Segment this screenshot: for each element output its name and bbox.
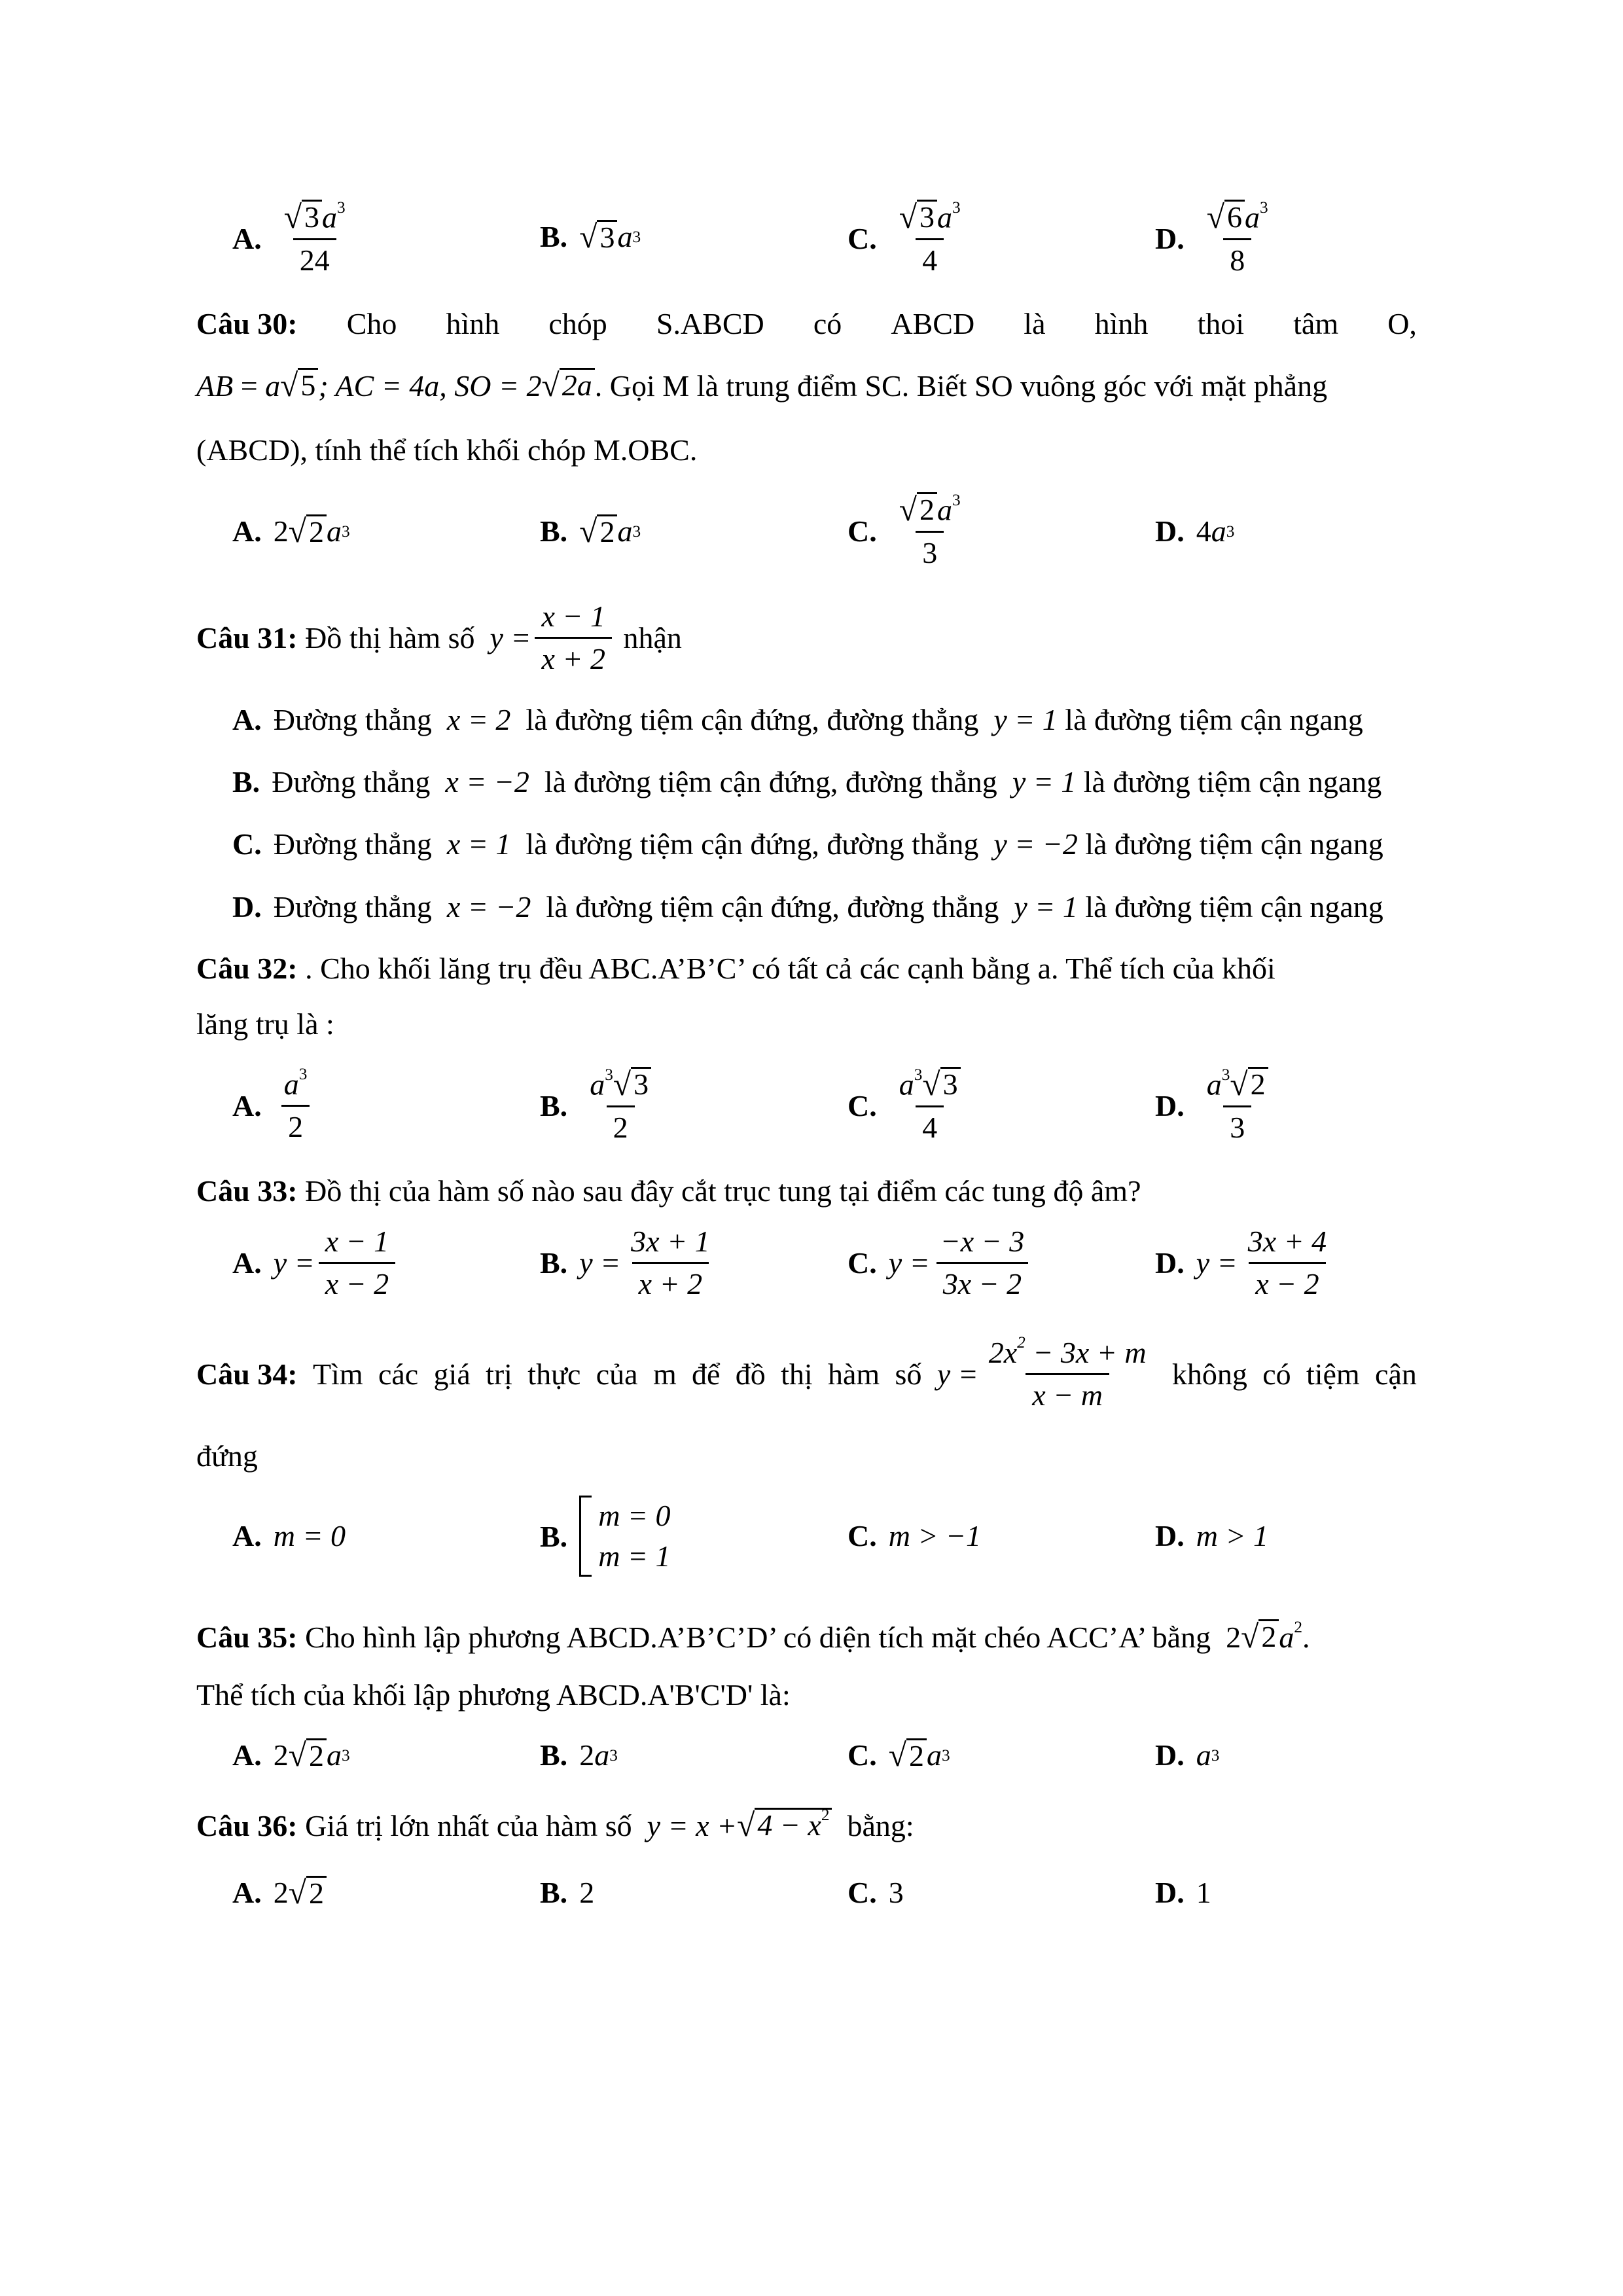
question-label: Câu 32: [196, 952, 298, 985]
q31-option-a[interactable]: A. Đường thẳng x = 2 là đường tiệm cận đứng, đường thẳng y = 1 là đường tiệm cận ngang [232, 703, 1363, 736]
q34-option-c[interactable]: C. m > −1 [847, 1519, 982, 1552]
q29-option-c[interactable]: C. √ 3 $a^3$ 4 [847, 200, 971, 278]
q36-option-a[interactable]: A. 2 √ 2 [232, 1875, 327, 1910]
fraction: √ 2 $a^3$ 3 [899, 490, 961, 569]
q29-option-b[interactable]: B. √ 3 a 3 [540, 219, 641, 255]
q31-option-d[interactable]: D. Đường thẳng x = −2 là đường tiệm cận đứng, đường thẳng y = 1 là đường tiệm cận ngang [232, 890, 1383, 924]
fraction: $\frac{2x^2 - 3x + m}{x - m}$ [988, 1333, 1147, 1412]
q34-option-b[interactable]: B. m = 0 m = 1 [540, 1496, 670, 1577]
q33-option-b[interactable]: B. y = $\frac{3x + 1}{x + 2}$ [540, 1224, 721, 1302]
fraction: √ 3 $a^3$ 24 [283, 198, 346, 277]
question-label: Câu 31: [196, 621, 298, 655]
q31-option-b[interactable]: B. Đường thẳng x = −2 là đường tiệm cận đứng, đường thẳng y = 1 là đường tiệm cận ngang [232, 765, 1382, 798]
q31-option-c[interactable]: C. Đường thẳng x = 1 là đường tiệm cận đứng, đường thẳng y = −2 là đường tiệm cận ngang [232, 827, 1383, 861]
q32-option-c[interactable]: C. $a^3$ √ 3 4 [847, 1067, 971, 1145]
q33-option-d[interactable]: D. y = $\frac{3x + 4}{x - 2}$ [1155, 1224, 1337, 1302]
fraction: $\frac{3x + 1}{x + 2}$ [631, 1225, 710, 1300]
fraction: $a^3$ √ 3 2 [583, 1067, 658, 1145]
q30-stem-line1: Câu 30: Cho hình chóp S.ABCD có ABCD là hình thoi tâm O, [196, 304, 1417, 344]
q35-option-b[interactable]: B. 2 a 3 [540, 1738, 618, 1772]
q32-option-d[interactable]: D. $a^3$ √ 2 3 [1155, 1067, 1279, 1145]
q36-option-d[interactable]: D. 1 [1155, 1876, 1211, 1909]
q33-option-c[interactable]: C. y = $\frac{-x - 3}{3x - 2}$ [847, 1224, 1035, 1302]
question-label: Câu 30: [196, 307, 298, 340]
q30-stem-line3: (ABCD), tính thể tích khối chóp M.OBC. [196, 433, 698, 467]
q30-stem-line2: AB = a √ 5 ; AC = 4a, SO = 2 √ 2a . Gọi M là trung điểm SC. Biết SO vuông góc với mặt phẳng [196, 367, 1328, 403]
question-label: Câu 33: [196, 1174, 298, 1208]
q29-option-a[interactable]: A. √ 3 $a^3$ 24 [232, 200, 356, 278]
question-label: Câu 34: [196, 1357, 298, 1391]
q36-option-b[interactable]: B. 2 [540, 1876, 595, 1909]
q32-stem-line2: lăng trụ là : [196, 1007, 334, 1041]
q34-stem-line1: Câu 34: Tìm các giá trị thực của m để đồ thị hàm số y = $\frac{2x^2 - 3x + m}{x - m}$ không có tiệm cận [196, 1333, 1417, 1412]
fraction: $\frac{3x + 4}{x - 2}$ [1247, 1225, 1327, 1300]
fraction: $\frac{a^3}{2}$ [277, 1067, 314, 1145]
q30-option-b[interactable]: B. √ 2 a 3 [540, 513, 641, 550]
bracket-set: m = 0 m = 1 [579, 1496, 670, 1577]
q35-option-a[interactable]: A. 2 √ 2 a 3 [232, 1737, 350, 1774]
fraction: √ 6 $a^3$ 8 [1206, 198, 1268, 277]
q35-stem-line2: Thể tích của khối lập phương ABCD.A'B'C'D' là: [196, 1678, 791, 1712]
q35-option-d[interactable]: D. a 3 [1155, 1738, 1220, 1772]
q36-stem: Câu 36: Giá trị lớn nhất của hàm số y = x + √ $4 - x^2$ bằng: [196, 1806, 914, 1843]
fraction: $a^3$ √ 3 4 [893, 1067, 967, 1145]
q30-option-d[interactable]: D. 4 a 3 [1155, 514, 1235, 548]
question-label: Câu 36: [196, 1809, 298, 1842]
q34-stem-line2: đứng [196, 1439, 258, 1473]
q32-option-a[interactable]: A. $\frac{a^3}{2}$ [232, 1067, 317, 1145]
q30-option-c[interactable]: C. √ 2 $a^3$ 3 [847, 492, 971, 571]
q32-stem-line1: Câu 32: . Cho khối lăng trụ đều ABC.A’B’C’ có tất cả các cạnh bằng a. Thể tích của khối [196, 952, 1275, 985]
fraction: √ 3 $a^3$ 4 [899, 198, 961, 277]
q29-option-d[interactable]: D. √ 6 $a^3$ 8 [1155, 200, 1279, 278]
q35-stem-line1: Câu 35: Cho hình lập phương ABCD.A’B’C’D’ có diện tích mặt chéo ACC’A’ bằng 2 √ 2 $a^2$. [196, 1618, 1310, 1655]
q35-option-c[interactable]: C. √ 2 a 3 [847, 1737, 950, 1774]
fraction: $\frac{-x - 3}{3x - 2}$ [934, 1224, 1031, 1302]
q32-option-b[interactable]: B. $a^3$ √ 3 2 [540, 1067, 662, 1145]
q33-option-a[interactable]: A. y = $\frac{x - 1}{x - 2}$ [232, 1224, 399, 1302]
q30-option-a[interactable]: A. 2 √ 2 a 3 [232, 513, 350, 550]
question-label: Câu 35: [196, 1621, 298, 1654]
fraction: $\frac{x - 1}{x - 2}$ [319, 1224, 395, 1302]
fraction: $a^3$ √ 2 3 [1200, 1067, 1275, 1145]
q31-stem: Câu 31: Đồ thị hàm số y = $\frac{x - 1}{x + 2}$ nhận [196, 600, 682, 675]
q34-option-a[interactable]: A. m = 0 [232, 1519, 346, 1552]
q34-option-d[interactable]: D. m > 1 [1155, 1519, 1268, 1552]
fraction: $\frac{x - 1}{x + 2}$ [535, 599, 611, 677]
q36-option-c[interactable]: C. 3 [847, 1876, 904, 1909]
q33-stem: Câu 33: Đồ thị của hàm số nào sau đây cắt trục tung tại điểm các tung độ âm? [196, 1174, 1141, 1208]
